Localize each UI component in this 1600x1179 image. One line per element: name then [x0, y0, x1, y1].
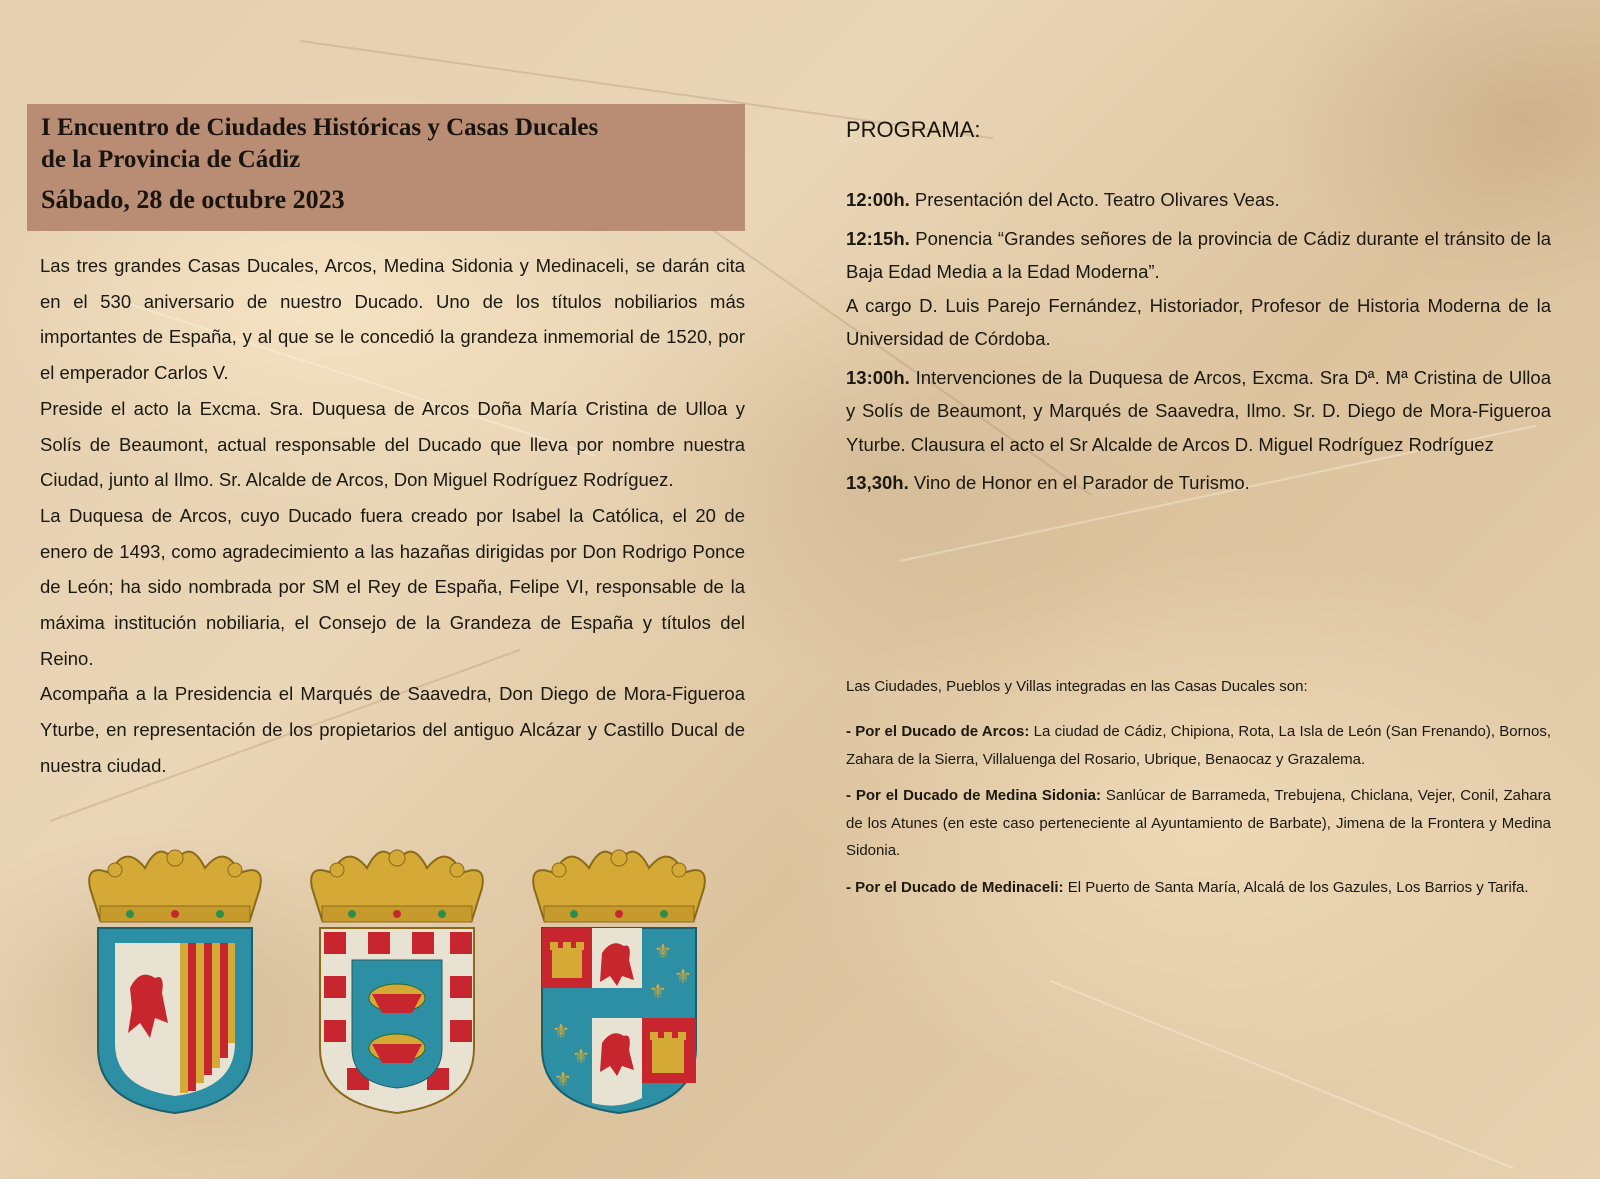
programa-item: [846, 466, 1551, 500]
intro-paragraph: Las tres grandes Casas Ducales, Arcos, Medina Sidonia y Medinaceli, se darán cita en el 530 aniversario de nuestro Ducado. Uno de los títulos nobiliarios más importantes de España, y al que se le concedió la grandeza inmemorial de 1520, por el emperador Carlos V.: [40, 255, 745, 384]
event-date: Sábado, 28 de octubre 2023: [41, 185, 345, 214]
ducado-towns: La ciudad de Cádiz, Chipiona, Rota, La Isla de León (San Frenando), Bornos, Zahara de la Sierra, Villaluenga del Rosario, Ubrique, Benaocaz y Grazalema.: [846, 723, 1551, 768]
programa-time: 12:00h.: [846, 189, 910, 210]
intro-paragraph: Preside el acto la Excma. Sra. Duquesa de Arcos Doña María Cristina de Ulloa y Solís de Beaumont, actual responsable del Ducado que lleva por nombre nuestra Ciudad, junto al Ilmo. Sr. Alcalde de Arcos, Don Miguel Rodríguez Rodríguez.: [40, 397, 745, 491]
medina-sidonia-coat-of-arms-icon: [292, 848, 502, 1118]
parchment-crease: [1050, 980, 1514, 1169]
programa-item: [846, 361, 1551, 462]
arcos-coat-of-arms-icon: [70, 848, 280, 1118]
programa-text: Presentación del Acto. Teatro Olivares Veas.: [914, 189, 1280, 210]
svg-text:⚜: ⚜: [572, 1044, 590, 1068]
title-line-2: de la Provincia de Cádiz: [41, 146, 301, 173]
programa-time: 13:00h.: [846, 366, 910, 388]
ducado-label: - Por el Ducado de Medinaceli:: [846, 878, 1064, 896]
programa-text: Intervenciones de la Duquesa de Arcos, Excma. Sra Dª. Mª Cristina de Ulloa y Solís de Beaumont, y Marqués de Saavedra, Ilmo. Sr. D. Diego de Mora-Figueroa Yturbe. Clausura el acto el Sr Alcalde de Arcos D. Miguel Rodríguez Rodríguez: [846, 366, 1551, 455]
programa-list: [846, 183, 1551, 505]
ducado-label: - Por el Ducado de Medina Sidonia:: [846, 787, 1102, 804]
ciudades-intro: Las Ciudades, Pueblos y Villas integradas en las Casas Ducales son:: [846, 678, 1308, 695]
programa-time: 12:15h.: [846, 227, 910, 249]
intro-text: [40, 248, 745, 784]
title-line-1: I Encuentro de Ciudades Históricas y Casas Ducales: [41, 114, 599, 141]
medinaceli-coat-of-arms-icon: [514, 848, 724, 1118]
title-box: [27, 104, 745, 231]
programa-heading: PROGRAMA:: [846, 117, 981, 142]
programa-text: Vino de Honor en el Parador de Turismo.: [913, 472, 1250, 493]
ducado-towns: El Puerto de Santa María, Alcalá de los Gazules, Los Barrios y Tarifa.: [1067, 878, 1529, 896]
programa-item: [846, 222, 1551, 289]
ducado-label: - Por el Ducado de Arcos:: [846, 723, 1030, 740]
programa-item: [846, 289, 1551, 356]
intro-paragraph: La Duquesa de Arcos, cuyo Ducado fuera creado por Isabel la Católica, el 20 de enero de 1493, como agradecimiento a las hazañas dirigidas por Don Rodrigo Ponce de León; ha sido nombrada por SM el Rey de España, Felipe VI, responsable de la máxima institución nobiliaria, el Consejo de la Grandeza de España y títulos del Reino.: [40, 504, 745, 669]
programa-text: Ponencia “Grandes señores de la provincia de Cádiz durante el tránsito de la Baja Edad Media a la Edad Moderna”.: [846, 227, 1551, 282]
svg-text:⚜: ⚜: [654, 939, 672, 963]
ciudades-item: [846, 874, 1551, 902]
svg-text:⚜: ⚜: [554, 1067, 572, 1091]
programa-item: [846, 183, 1551, 217]
ciudades-item: [846, 718, 1551, 773]
svg-text:⚜: ⚜: [552, 1019, 570, 1043]
ciudades-list: [846, 718, 1551, 910]
intro-paragraph: Acompaña a la Presidencia el Marqués de Saavedra, Don Diego de Mora-Figueroa Yturbe, en representación de los propietarios del antiguo Alcázar y Castillo Ducal de nuestra ciudad.: [40, 683, 745, 776]
programa-text: A cargo D. Luis Parejo Fernández, Historiador, Profesor de Historia Moderna de la Universidad de Córdoba.: [846, 294, 1551, 349]
svg-text:⚜: ⚜: [649, 979, 667, 1003]
programa-time: 13,30h.: [846, 472, 909, 493]
ducado-towns: Sanlúcar de Barrameda, Trebujena, Chiclana, Vejer, Conil, Zahara de los Atunes (en este caso perteneciente al Ayuntamiento de Barbate), Jimena de la Frontera y Medina Sidonia.: [846, 787, 1551, 859]
ciudades-item: [846, 782, 1551, 865]
svg-text:⚜: ⚜: [674, 964, 692, 988]
